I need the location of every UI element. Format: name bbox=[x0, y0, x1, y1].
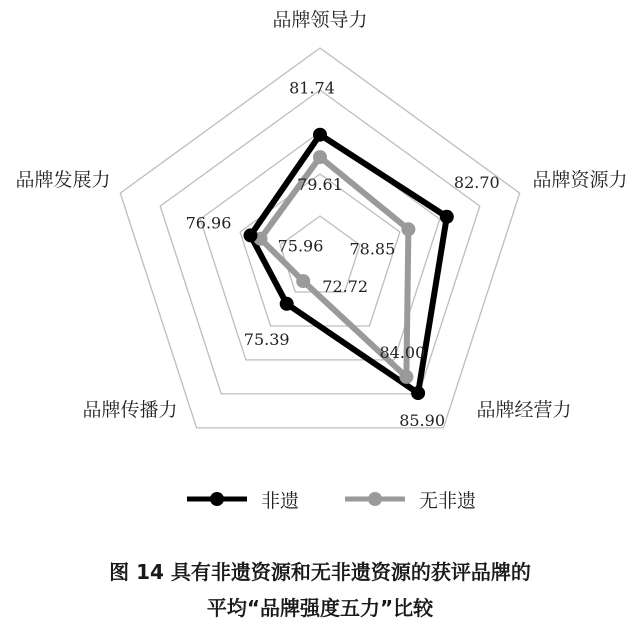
series-2-point-3 bbox=[399, 370, 413, 384]
data-label-s1-2: 82.70 bbox=[453, 172, 500, 192]
data-label-s1-3: 85.90 bbox=[399, 411, 446, 431]
axis-label-5: 品牌发展力 bbox=[15, 169, 111, 191]
legend-item-heritage bbox=[183, 484, 299, 514]
figure-caption-line-1: 图 14 具有非遗资源和无非遗资源的获评品牌的 bbox=[109, 560, 531, 584]
series-2-point-2 bbox=[401, 222, 415, 236]
data-label-s2-3: 84.00 bbox=[379, 342, 426, 362]
series-2-point-4 bbox=[296, 274, 310, 288]
axis-label-2: 品牌资源力 bbox=[532, 169, 628, 191]
legend-swatch-black bbox=[183, 484, 251, 514]
series-1-point-2 bbox=[440, 210, 454, 224]
legend-label-non-heritage: 无非遗 bbox=[419, 489, 477, 512]
data-label-s1-1: 81.74 bbox=[289, 78, 335, 98]
series-1-point-3 bbox=[411, 386, 425, 400]
axis-label-1: 品牌领导力 bbox=[272, 9, 368, 31]
series-1-point-4 bbox=[280, 297, 294, 311]
data-label-s2-4: 72.72 bbox=[322, 277, 369, 297]
data-label-s2-5: 75.96 bbox=[277, 236, 324, 256]
series-1-point-5 bbox=[244, 228, 258, 242]
data-label-s2-2: 78.85 bbox=[349, 239, 396, 259]
legend-swatch-gray bbox=[341, 484, 409, 514]
legend bbox=[0, 484, 640, 514]
axis-label-3: 品牌经营力 bbox=[476, 399, 572, 421]
legend-item-non-heritage bbox=[341, 484, 476, 514]
series-2-point-1 bbox=[313, 150, 327, 164]
data-label-s1-5: 76.96 bbox=[185, 213, 232, 233]
data-label-s1-4: 75.39 bbox=[243, 329, 290, 349]
axis-label-4: 品牌传播力 bbox=[82, 399, 178, 421]
legend-label-heritage: 非遗 bbox=[261, 489, 300, 512]
data-label-s2-1: 79.61 bbox=[297, 175, 343, 195]
figure-caption-line-2: 平均“品牌强度五力”比较 bbox=[206, 596, 434, 620]
series-1-point-1 bbox=[313, 128, 327, 142]
